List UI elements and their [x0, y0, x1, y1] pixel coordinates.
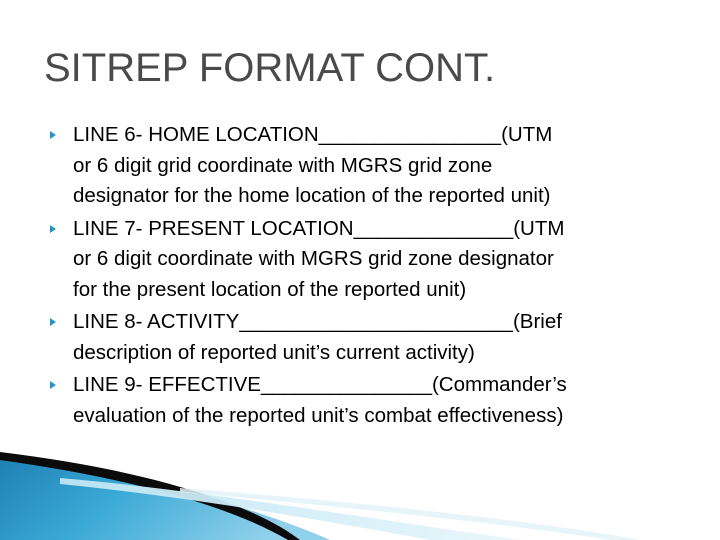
bullet-item-line-9: [50, 370, 690, 431]
blue-swoosh-band: [0, 454, 330, 540]
light-swoosh-band: [60, 478, 520, 540]
bullet-list: [50, 120, 690, 433]
triangle-bullet-icon: [50, 381, 56, 389]
triangle-bullet-icon: [50, 131, 56, 139]
bullet-item-line-7: [50, 214, 690, 306]
bullet-text: LINE 8- ACTIVITY________________________(Brief description of reported unit’s current activity): [73, 310, 562, 364]
bullet-item-line-6: [50, 120, 690, 212]
triangle-bullet-icon: [50, 318, 56, 326]
bullet-text: LINE 6- HOME LOCATION________________(UTM or 6 digit grid coordinate with MGRS grid zone designator for the home location of the reported unit): [73, 123, 553, 207]
slide-title: SITREP FORMAT CONT.: [44, 46, 496, 90]
triangle-bullet-icon: [50, 225, 56, 233]
black-swoosh-stripe: [0, 452, 300, 540]
bullet-item-line-8: [50, 307, 690, 368]
bullet-text: LINE 7- PRESENT LOCATION______________(UTM or 6 digit coordinate with MGRS grid zone designator for the present location of the reported unit): [73, 216, 565, 301]
bullet-text: LINE 9- EFFECTIVE_______________(Commander’s evaluation of the reported unit’s combat effectiveness): [73, 373, 567, 427]
pale-swoosh-line: [180, 488, 640, 540]
